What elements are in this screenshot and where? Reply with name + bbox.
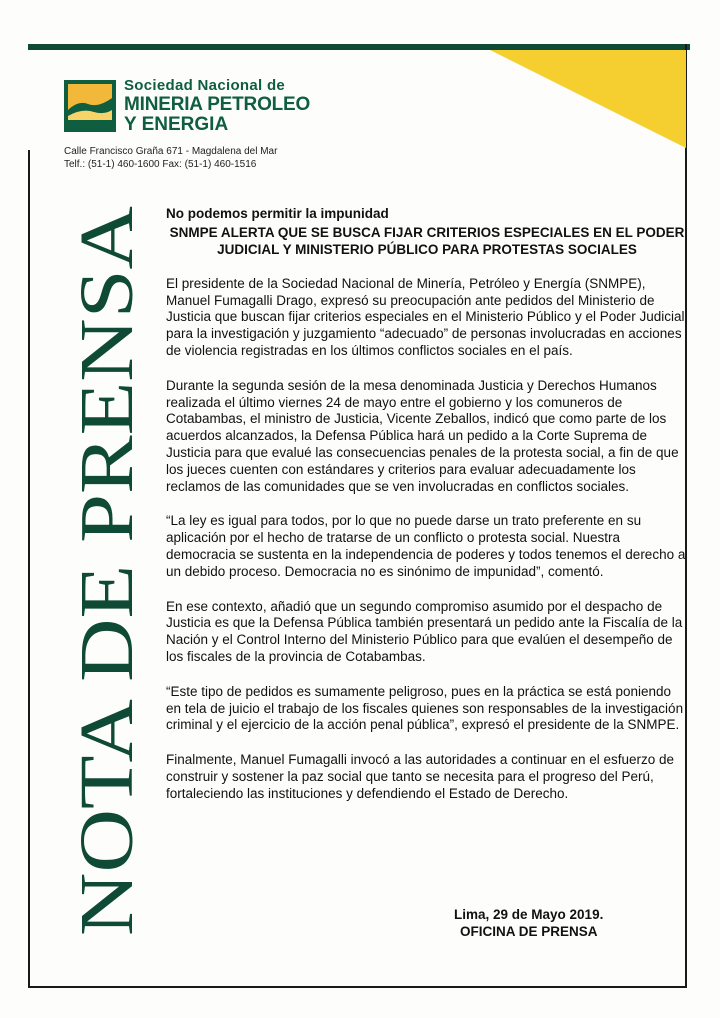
org-name-line2: MINERIA PETROLEO <box>124 94 311 115</box>
paragraph: El presidente de la Sociedad Nacional de Minería, Petróleo y Energía (SNMPE), Manuel Fumagalli Drago, expresó su preocupación ante pedidos del Ministerio de Justicia que buscan fijar criterios especiales en el Ministerio Público y el Poder Judicial para la investigación y juzgamiento “adecuado” de personas involucradas en acciones de violencia registradas en los últimos conflictos sociales en el país. <box>166 275 685 358</box>
org-name-line3: Y ENERGIA <box>124 114 229 135</box>
paragraph: En ese contexto, añadió que un segundo compromiso asumido por el despacho de Justicia es que la Defensa Pública también presentará un pedido ante la Fiscalía de la Nación y el Control Interno del Ministerio Público para que evalúen el desempeño de los fiscales de la provincia de Cotabambas. <box>166 598 683 664</box>
paragraph: Finalmente, Manuel Fumagalli invocó a las autoridades a continuar en el esfuerzo de construir y sostener la paz social que tanto se necesita para el progreso del Perú, fortaleciendo las instituciones y defendiendo el Estado de Derecho. <box>166 752 675 801</box>
phone-fax: Telf.: (51-1) 460-1600 Fax: (51-1) 460-1516 <box>64 159 257 170</box>
paragraph: Durante la segunda sesión de la mesa denominada Justicia y Derechos Humanos realizada el último viernes 24 de mayo entre el gobierno y los comuneros de Cotabambas, el ministro de Justicia, Vicente Zeballos, indicó que como parte de los acuerdos alcanzados, la Defensa Pública hará un pedido a la Corte Suprema de Justicia para que evalué las consecuencias penales de la protesta social, a fin de que los jueces cuenten con estándares y criterios para evaluar adecuadamente los reclamos de las comunidades que se ven involucradas en conflictos sociales. <box>166 377 679 494</box>
article-content <box>166 206 688 803</box>
paragraph: “La ley es igual para todos, por lo que no puede darse un trato preferente en su aplicación por el hecho de tratarse de un conflicto o protesta social. Nuestra democracia se sustenta en la independencia de poderes y todos tenemos el derecho a un debido proceso. Democracia no es sinónimo de impunidad”, comentó. <box>166 513 686 579</box>
office-line: OFICINA DE PRENSA <box>460 924 598 939</box>
organization-name <box>124 78 310 134</box>
pre-headline: No podemos permitir la impunidad <box>166 206 389 221</box>
organization-address <box>64 145 277 171</box>
paragraph: “Este tipo de pedidos es sumamente peligroso, pues en la práctica se está poniendo en tela de juicio el trabajo de los fiscales quienes son responsables de la investigación criminal y el ejercicio de la acción penal pública”, expresó el presidente de la SNMPE. <box>166 683 684 733</box>
headline: SNMPE ALERTA QUE SE BUSCA FIJAR CRITERIOS ESPECIALES EN EL PODER JUDICIAL Y MINISTERIO PÚBLICO PARA PROTESTAS SOCIALES <box>169 224 685 257</box>
street-address: Calle Francisco Graña 671 - Magdalena del Mar <box>64 146 278 157</box>
left-border-rule <box>28 150 30 988</box>
org-name-line1: Sociedad Nacional de <box>124 77 286 94</box>
nota-de-prensa-vertical-title <box>60 196 150 936</box>
date-line: Lima, 29 de Mayo 2019. <box>454 907 604 922</box>
signature-block <box>454 906 603 940</box>
yellow-corner-triangle <box>490 50 686 148</box>
snmpe-logo <box>64 80 116 132</box>
vertical-title-text: NOTA DE PRENSA <box>65 304 149 936</box>
bottom-border-rule <box>30 986 687 988</box>
